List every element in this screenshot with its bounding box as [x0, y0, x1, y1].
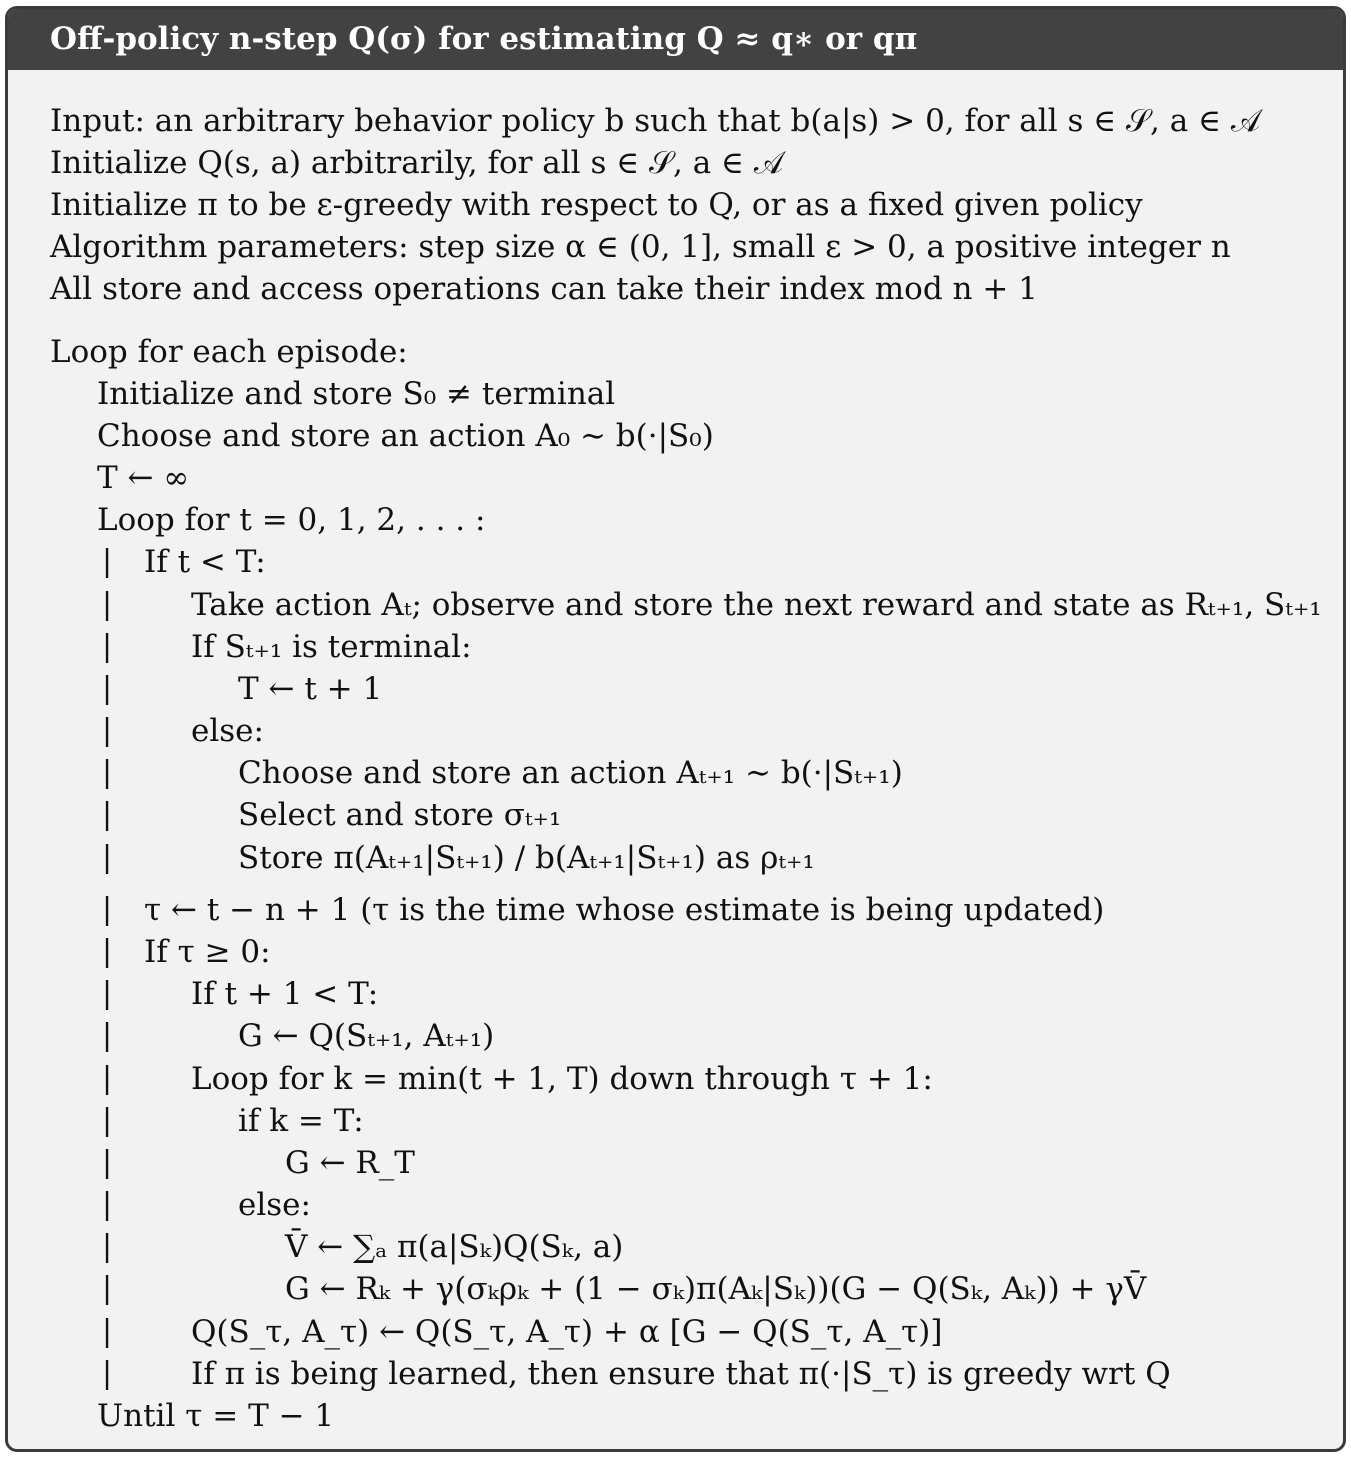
line-text: If t + 1 < T:	[191, 976, 379, 1012]
line-text: Initialize π to be ε-greedy with respect to Q, or as a fixed given policy	[50, 187, 1143, 223]
loop-bar: |	[101, 892, 113, 927]
line-text: τ ← t − n + 1 (τ is the time whose estimate is being updated)	[144, 892, 1105, 928]
algo-line-t-inf	[50, 457, 1343, 499]
loop-bar: |	[101, 755, 113, 790]
algo-line-init-s0	[50, 373, 1343, 415]
algo-line-loop-episode	[50, 331, 1343, 373]
loop-bar: |	[101, 1271, 113, 1306]
line-text: Take action Aₜ; observe and store the next reward and state as Rₜ₊₁, Sₜ₊₁	[191, 587, 1322, 623]
algo-line-until	[50, 1395, 1343, 1437]
line-text: Loop for k = min(t + 1, T) down through τ + 1:	[191, 1061, 933, 1097]
line-text: Store π(Aₜ₊₁|Sₜ₊₁) / b(Aₜ₊₁|Sₜ₊₁) as ρₜ₊₁	[238, 840, 815, 876]
line-text: Until τ = T − 1	[97, 1398, 335, 1434]
line-text: Input: an arbitrary behavior policy b such that b(a|s) > 0, for all s ∈ 𝒮, a ∈ 𝒜	[50, 103, 1261, 139]
loop-bar: |	[101, 797, 113, 832]
loop-bar: |	[101, 1018, 113, 1053]
algo-line-g-rt	[50, 1142, 1343, 1184]
line-text: else:	[191, 713, 264, 749]
algo-line-t-set	[50, 668, 1343, 710]
line-text: Select and store σₜ₊₁	[238, 797, 562, 833]
algo-line-init-pi	[50, 184, 1343, 226]
line-text: V̄ ← ∑ₐ π(a|Sₖ)Q(Sₖ, a)	[285, 1229, 624, 1265]
loop-bar: |	[101, 1103, 113, 1138]
algo-line-if-k	[50, 1100, 1343, 1142]
loop-bar: |	[101, 629, 113, 664]
line-text: Initialize Q(s, a) arbitrarily, for all s ∈ 𝒮, a ∈ 𝒜	[50, 145, 784, 181]
algorithm-box	[5, 6, 1346, 1452]
line-text: else:	[238, 1187, 311, 1223]
algo-line-if-terminal	[50, 626, 1343, 668]
loop-bar: |	[101, 1356, 113, 1391]
algo-line-else-2	[50, 1184, 1343, 1226]
loop-bar: |	[101, 976, 113, 1011]
loop-bar: |	[101, 587, 113, 622]
algo-line-vbar	[50, 1226, 1343, 1268]
line-text: if k = T:	[238, 1103, 364, 1139]
loop-bar: |	[101, 713, 113, 748]
line-text: Loop for t = 0, 1, 2, . . . :	[97, 502, 486, 538]
algo-line-take-action	[50, 584, 1343, 626]
algo-line-loop-t	[50, 499, 1343, 541]
algo-line-store-mod	[50, 268, 1343, 310]
line-text: Q(S_τ, A_τ) ← Q(S_τ, A_τ) + α [G − Q(S_τ, A_τ)]	[191, 1314, 943, 1350]
algo-line-store-rho	[50, 837, 1343, 879]
algo-line-select-sigma	[50, 794, 1343, 836]
algo-line-g-q	[50, 1015, 1343, 1057]
algo-line-if-t1	[50, 973, 1343, 1015]
algorithm-title: Off-policy n-step Q(σ) for estimating Q ≈ q∗ or qπ	[8, 9, 1343, 70]
line-text: If t < T:	[144, 544, 266, 580]
algo-line-tau	[50, 889, 1343, 931]
line-text: If π is being learned, then ensure that π(·|S_τ) is greedy wrt Q	[191, 1356, 1171, 1392]
loop-bar: |	[101, 840, 113, 875]
line-text: G ← Q(Sₜ₊₁, Aₜ₊₁)	[238, 1018, 495, 1054]
line-text: Choose and store an action A₀ ∼ b(·|S₀)	[97, 418, 714, 454]
loop-bar: |	[101, 934, 113, 969]
algorithm-body	[50, 71, 1343, 1449]
algo-line-params	[50, 226, 1343, 268]
loop-bar: |	[101, 1314, 113, 1349]
line-text: Choose and store an action Aₜ₊₁ ∼ b(·|Sₜ₊₁)	[238, 755, 903, 791]
algo-line-if-tau	[50, 931, 1343, 973]
algo-line-else-1	[50, 710, 1343, 752]
algo-line-init-q	[50, 142, 1343, 184]
algo-line-greedy	[50, 1353, 1343, 1395]
algo-line-if-t-lt-T	[50, 541, 1343, 583]
line-text: All store and access operations can take their index mod n + 1	[50, 271, 1038, 307]
line-text: Loop for each episode:	[50, 334, 408, 370]
loop-bar: |	[101, 544, 113, 579]
loop-bar: |	[101, 1145, 113, 1180]
algo-line-choose-a0	[50, 415, 1343, 457]
algo-line-loop-k	[50, 1058, 1343, 1100]
loop-bar: |	[101, 1061, 113, 1096]
line-text: If τ ≥ 0:	[144, 934, 271, 970]
loop-bar: |	[101, 1229, 113, 1264]
line-text: Initialize and store S₀ ≠ terminal	[97, 376, 616, 412]
algo-line-g-update	[50, 1268, 1343, 1310]
loop-bar: |	[101, 671, 113, 706]
algo-line-input	[50, 100, 1343, 142]
line-text: G ← Rₖ + γ(σₖρₖ + (1 − σₖ)π(Aₖ|Sₖ))(G − Q(Sₖ, Aₖ)) + γV̄	[285, 1271, 1147, 1307]
line-text: T ← t + 1	[238, 671, 383, 707]
algo-line-q-update	[50, 1311, 1343, 1353]
line-text: G ← R_T	[285, 1145, 415, 1181]
loop-bar: |	[101, 1187, 113, 1222]
algo-line-choose-next	[50, 752, 1343, 794]
line-text: T ← ∞	[97, 460, 190, 496]
line-text: If Sₜ₊₁ is terminal:	[191, 629, 472, 665]
line-text: Algorithm parameters: step size α ∈ (0, 1], small ε > 0, a positive integer n	[50, 229, 1231, 265]
